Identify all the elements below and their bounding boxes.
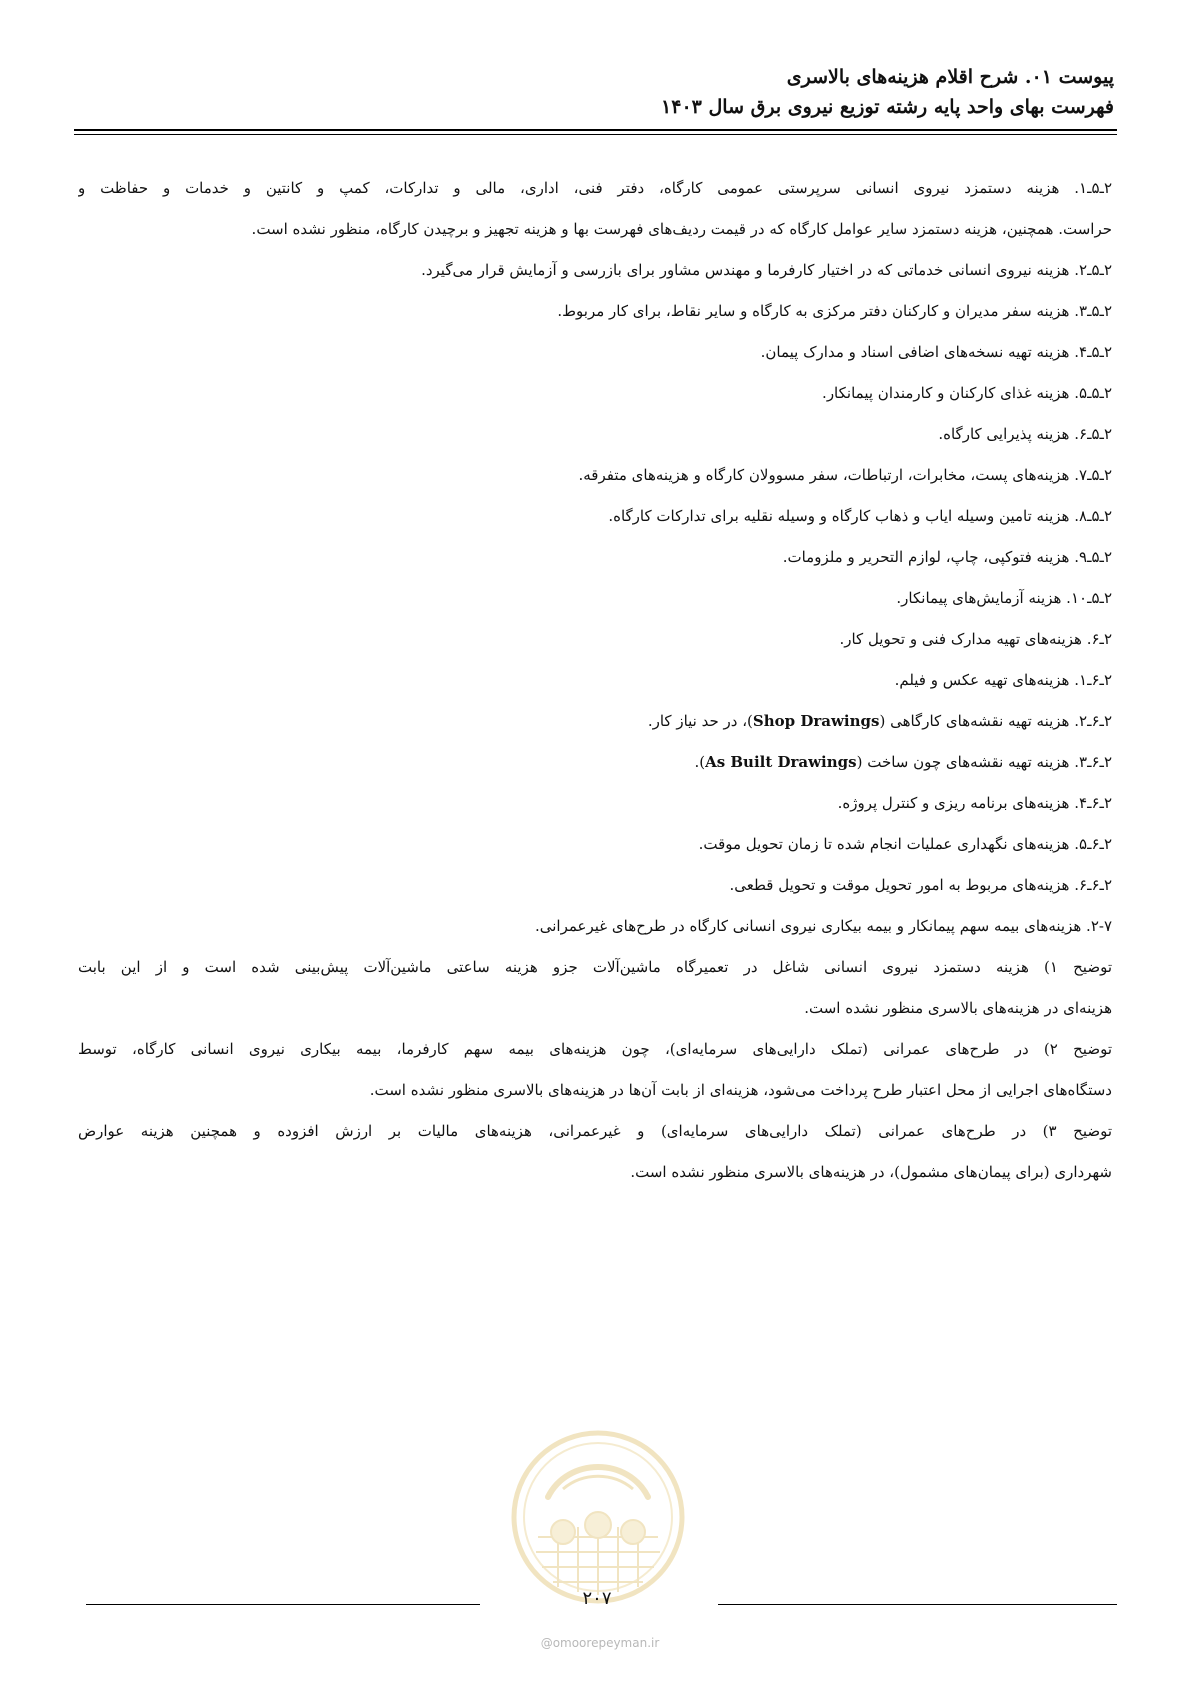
omoore-peyman-seal-icon: [508, 1427, 688, 1607]
body-line: [78, 209, 1112, 250]
body-line-text: ۲ـ۵ـ۴. هزینه تهیه نسخه‌های اضافی اسناد و مدارک پیمان.: [760, 343, 1112, 361]
body-line-text: ۲ـ۶ـ۶. هزینه‌های مربوط به امور تحویل موقت و تحویل قطعی.: [729, 876, 1112, 894]
body-line-text: توضیح ۳) در طرح‌های عمرانی (تملک دارایی‌های سرمایه‌ای) و غیرعمرانی، هزینه‌های مالیات بر ارزش افزوده و همچنین هزینه عوارض: [78, 1122, 1112, 1140]
body-line: [78, 168, 1112, 209]
body-line-text: ۲ـ۵ـ۶. هزینه پذیرایی کارگاه.: [938, 425, 1112, 443]
body-line-text: ۲ـ۵ـ۷. هزینه‌های پست، مخابرات، ارتباطات، سفر مسوولان کارگاه و هزینه‌های متفرقه.: [578, 466, 1112, 484]
page-number: ۲۰۷: [582, 1588, 612, 1609]
body-line-text: ۲ـ۵ـ۱۰. هزینه آزمایش‌های پیمانکار.: [896, 589, 1112, 607]
body-line-text: ۲ـ۶. هزینه‌های تهیه مدارک فنی و تحویل کار.: [839, 630, 1112, 648]
body-line-text: ۲ـ۶ـ۴. هزینه‌های برنامه ریزی و کنترل پروژه.: [837, 794, 1112, 812]
site-url-watermark: @omoorepeyman.ir: [540, 1636, 660, 1650]
body-line: [78, 824, 1112, 865]
body-line: [78, 783, 1112, 824]
body-line: [78, 578, 1112, 619]
footer-rule-right: [718, 1604, 1117, 1605]
body-line-text: شهرداری (برای پیمان‌های مشمول)، در هزینه‌های بالاسری منظور نشده است.: [630, 1163, 1112, 1181]
header-price-list-title: فهرست بهای واحد پایه رشته توزیع نیروی برق سال ۱۴۰۳: [661, 96, 1114, 118]
body-line-latin-term: As Built Drawings: [705, 753, 857, 771]
body-line: [78, 701, 1112, 742]
body-line-text: ۲ـ۵ـ۵. هزینه غذای کارکنان و کارمندان پیمانکار.: [822, 384, 1112, 402]
body-line-text-tail: ).: [694, 753, 706, 771]
body-line: [78, 865, 1112, 906]
body-line: [78, 906, 1112, 947]
body-line-text: دستگاه‌های اجرایی از محل اعتبار طرح پرداخت می‌شود، هزینه‌ای از بابت آن‌ها در هزینه‌های بالاسری منظور نشده است.: [369, 1081, 1112, 1099]
body-line-text: ۲ـ۶ـ۳. هزینه تهیه نقشه‌های چون ساخت (: [856, 753, 1112, 771]
body-line-text: توضیح ۱) هزینه دستمزد نیروی انسانی شاغل در تعمیرگاه ماشین‌آلات جزو هزینه ساعتی ماشین‌آلات پیش‌بینی شده است و از این بابت: [78, 958, 1112, 976]
document-body: [78, 168, 1112, 1193]
body-line-text: ۲ـ۶ـ۵. هزینه‌های نگهداری عملیات انجام شده تا زمان تحویل موقت.: [698, 835, 1112, 853]
body-line: [78, 619, 1112, 660]
body-line-text: ۲ـ۵ـ۹. هزینه فتوکپی، چاپ، لوازم التحریر و ملزومات.: [782, 548, 1112, 566]
body-line: [78, 332, 1112, 373]
body-line: [78, 660, 1112, 701]
body-line: [78, 291, 1112, 332]
footer-rule-left: [86, 1604, 480, 1605]
body-line: [78, 414, 1112, 455]
body-line: [78, 1029, 1112, 1070]
body-line: [78, 455, 1112, 496]
body-line: [78, 742, 1112, 783]
body-line-text: ۲ـ۵ـ۱. هزینه دستمزد نیروی انسانی سرپرستی عمومی کارگاه، دفتر فنی، اداری، مالی و تدارکات، کمپ و کانتین و خدمات و حفاظت و: [78, 179, 1112, 197]
header-appendix-title: پیوست ۰۱. شرح اقلام هزینه‌های بالاسری: [786, 66, 1114, 88]
body-line: [78, 1111, 1112, 1152]
page-header: [77, 62, 1114, 122]
body-line: [78, 537, 1112, 578]
body-line: [78, 1152, 1112, 1193]
body-line-text: ۲ـ۶ـ۱. هزینه‌های تهیه عکس و فیلم.: [894, 671, 1112, 689]
body-line-text: ۲ـ۵ـ۳. هزینه سفر مدیران و کارکنان دفتر مرکزی به کارگاه و سایر نقاط، برای کار مربوط.: [557, 302, 1112, 320]
body-line-text: توضیح ۲) در طرح‌های عمرانی (تملک دارایی‌های سرمایه‌ای)، چون هزینه‌های بیمه سهم کارفرما، بیمه بیکاری نیروی انسانی کارگاه، توسط: [78, 1040, 1112, 1058]
header-rule-thick: [74, 129, 1117, 131]
body-line: [78, 1070, 1112, 1111]
body-line-text: ۲ـ۵ـ۸. هزینه تامین وسیله ایاب و ذهاب کارگاه و وسیله نقلیه برای تدارکات کارگاه.: [608, 507, 1112, 525]
body-line-text: ۲ـ۵ـ۲. هزینه نیروی انسانی خدماتی که در اختیار کارفرما و مهندس مشاور برای بازرسی و آزمایش قرار می‌گیرد.: [421, 261, 1112, 279]
body-line: [78, 496, 1112, 537]
body-line: [78, 250, 1112, 291]
body-line: [78, 373, 1112, 414]
body-line-latin-term: Shop Drawings: [752, 712, 880, 730]
body-line-text: هزینه‌ای در هزینه‌های بالاسری منظور نشده است.: [804, 999, 1112, 1017]
body-line-text: ۲ـ۶ـ۲. هزینه تهیه نقشه‌های کارگاهی (: [879, 712, 1112, 730]
body-line-text-tail: )، در حد نیاز کار.: [647, 712, 753, 730]
body-line: [78, 947, 1112, 988]
body-line-text: حراست. همچنین، هزینه دستمزد سایر عوامل کارگاه که در قیمت ردیف‌های فهرست بها و هزینه تجهیز و برچیدن کارگاه، منظور نشده است.: [251, 220, 1112, 238]
body-line-text: ۲-۷. هزینه‌های بیمه سهم پیمانکار و بیمه بیکاری نیروی انسانی کارگاه در طرح‌های غیرعمرانی.: [534, 917, 1112, 935]
body-line: [78, 988, 1112, 1029]
header-rule-thin: [74, 134, 1117, 135]
